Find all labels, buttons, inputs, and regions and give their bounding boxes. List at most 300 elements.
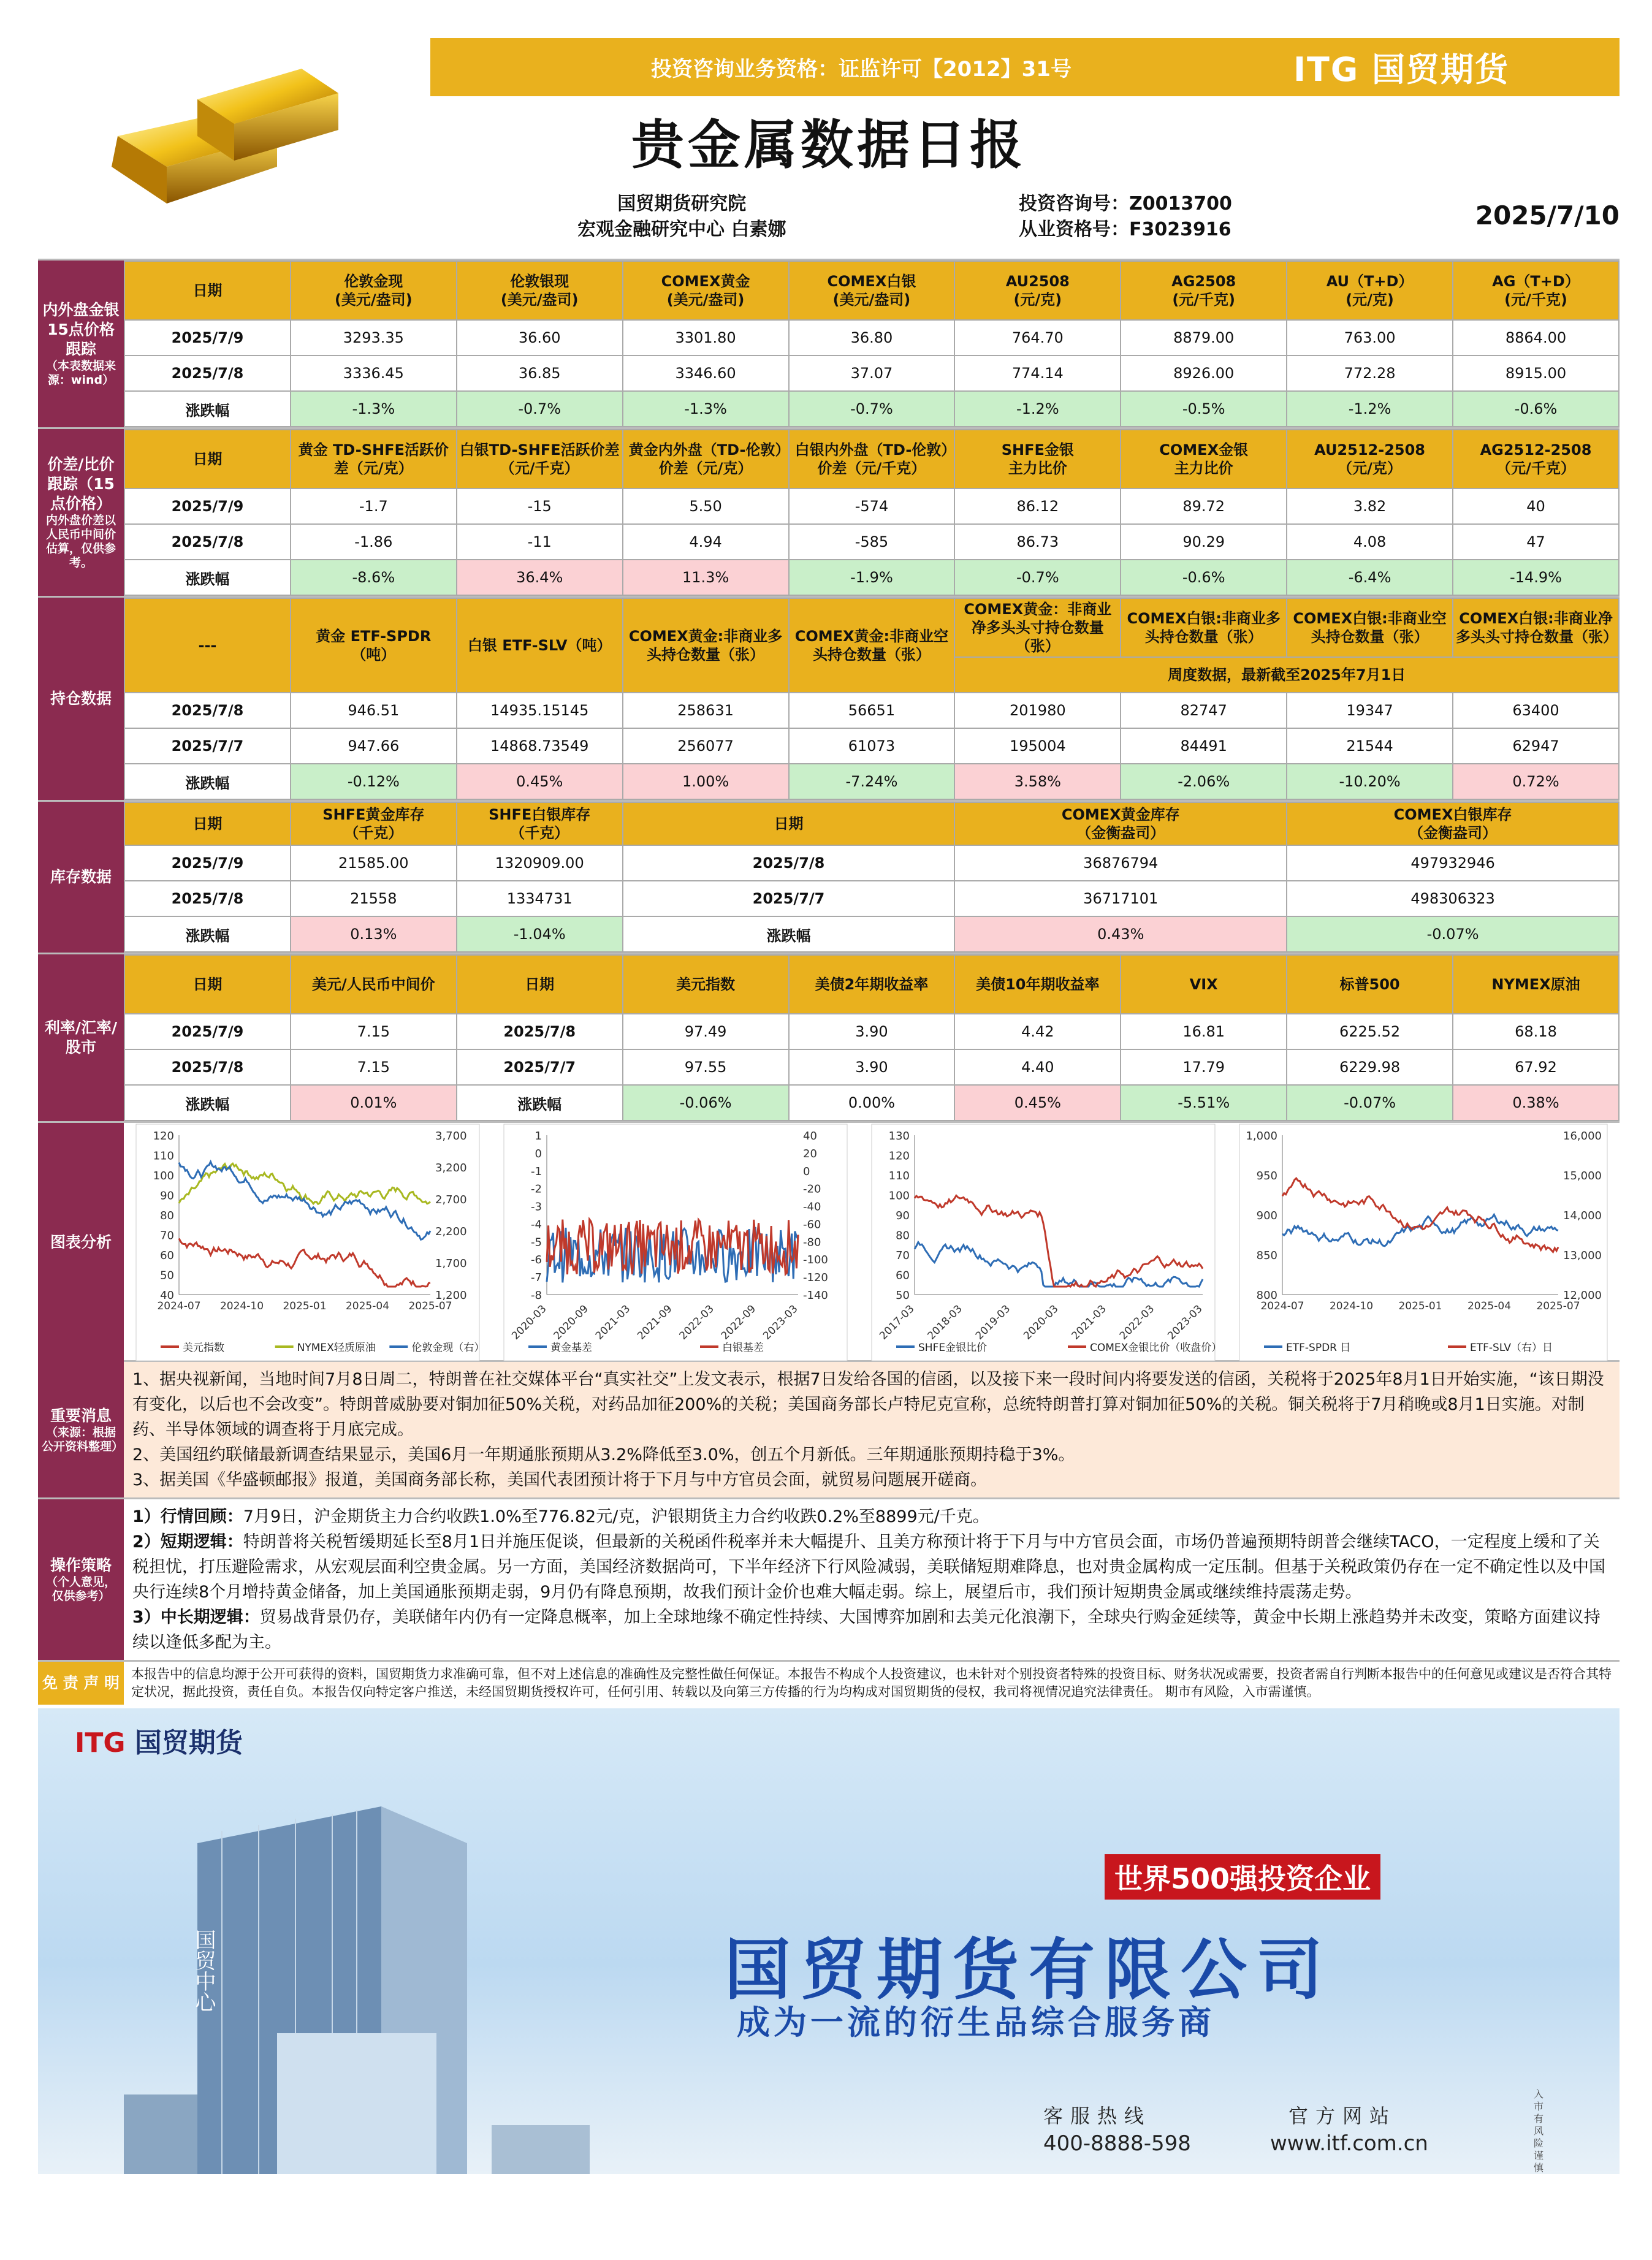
y-tick-label: 80 xyxy=(160,1209,174,1222)
table-cell: 3.82 xyxy=(1287,489,1453,524)
table-cell: 256077 xyxy=(623,728,789,764)
ad-company-name: 国贸期货有限公司 xyxy=(725,1931,1333,2009)
legend-label: SHFE金银比价 xyxy=(918,1342,988,1354)
disclaimer-section xyxy=(38,1660,1620,1705)
table-cell: 2025/7/8 xyxy=(124,1049,291,1085)
news-item: 3、据美国《华盛顿邮报》报道，美国商务部长称，美国代表团预计将于下月与中方官员会面，就贸易问题展开磋商。 xyxy=(132,1471,988,1490)
table-cell: 涨跌幅 xyxy=(124,1085,291,1120)
table-cell: AU（T+D） (元/克) xyxy=(1287,261,1453,320)
y-right-tick-label: -100 xyxy=(803,1254,828,1267)
table-cell: 82747 xyxy=(1121,693,1287,728)
y-right-tick-label: 0 xyxy=(803,1165,810,1178)
legend-label: ETF-SLV（右）日 xyxy=(1470,1342,1553,1354)
table-cell: 36876794 xyxy=(954,845,1287,881)
y-tick-label: 70 xyxy=(896,1249,910,1262)
table-cell: 201980 xyxy=(954,693,1121,728)
section-label xyxy=(38,1662,124,1705)
table-cell: -0.06% xyxy=(623,1085,789,1120)
table-cell: -10.20% xyxy=(1287,764,1453,799)
table-cell: 3301.80 xyxy=(623,320,789,356)
table-cell: 2025/7/9 xyxy=(124,320,291,356)
x-tick-label: 2019-03 xyxy=(973,1303,1013,1342)
table-cell: 97.49 xyxy=(623,1014,789,1049)
y-right-tick-label: 16,000 xyxy=(1563,1130,1602,1143)
y-tick-label: -5 xyxy=(531,1236,542,1249)
table-cell: 772.28 xyxy=(1287,356,1453,391)
ad-slogan: 成为一流的衍生品综合服务商 xyxy=(737,2003,1215,2042)
table-cell: -1.2% xyxy=(954,391,1121,427)
table-cell: 日期 xyxy=(124,430,291,489)
y-tick-label: 90 xyxy=(896,1209,910,1222)
header-row xyxy=(124,261,1619,320)
table-cell: 涨跌幅 xyxy=(457,1085,623,1120)
table-cell: 6225.52 xyxy=(1287,1014,1453,1049)
table-cell: 2025/7/7 xyxy=(623,881,955,916)
section-title: 库存数据 xyxy=(50,868,112,886)
table-cell: SHFE金银 主力比价 xyxy=(954,430,1121,489)
y-right-tick-label: -60 xyxy=(803,1218,821,1231)
table-cell: 11.3% xyxy=(623,560,789,595)
y-right-tick-label: 20 xyxy=(803,1147,817,1160)
x-tick-label: 2025-01 xyxy=(283,1300,327,1312)
x-tick-label: 2023-03 xyxy=(1165,1303,1205,1342)
table-cell: -14.9% xyxy=(1453,560,1619,595)
y-tick-label: -7 xyxy=(531,1271,542,1285)
table-cell: 497932946 xyxy=(1287,845,1619,881)
table-cell: 涨跌幅 xyxy=(124,391,291,427)
table-cell: -0.6% xyxy=(1453,391,1619,427)
analyst-ids xyxy=(1019,191,1232,243)
legend-label: ETF-SPDR 日 xyxy=(1286,1342,1351,1354)
table-cell: AG2508 (元/千克) xyxy=(1121,261,1287,320)
table-cell: 4.42 xyxy=(954,1014,1121,1049)
y-right-tick-label: 3,700 xyxy=(435,1130,467,1143)
ad-logo xyxy=(75,1721,243,1760)
y-tick-label: 70 xyxy=(160,1229,174,1242)
table-cell: 6229.98 xyxy=(1287,1049,1453,1085)
strategy-text: 特朗普将关税暂缓期延长至8月1日并施压促谈，但最新的关税函件税率并未大幅提升、且美方称预计将于下月与中方官员会面，市场仍普遍预期特朗普会继续TACO，一定程度上缓和了关税担忧，打压避险需求，从宏观层面利空贵金属。另一方面，美国经济数据尚可，下半年经济下行风险减弱，美联储短期难降息，也对贵金属构成一定压制。但基于关税政策仍存在一定不确定性以及中国央行连续8个月增持黄金储备，加上美国通胀预期走弱，9月仍有降息预期，故我们预计金价也难大幅走弱。综上，展望后市，我们预计短期贵金属或继续维持震荡走势。 xyxy=(132,1532,1605,1602)
table-cell: 4.08 xyxy=(1287,524,1453,560)
table-cell: 日期 xyxy=(457,955,623,1014)
company-ad xyxy=(38,1708,1620,2174)
y-tick-label: 850 xyxy=(1256,1249,1277,1262)
table-cell: 2025/7/7 xyxy=(124,728,291,764)
x-tick-label: 2021-03 xyxy=(593,1303,633,1342)
x-tick-label: 2025-04 xyxy=(1467,1300,1512,1312)
table-cell: 774.14 xyxy=(954,356,1121,391)
ad-logo-itg: ITG xyxy=(75,1727,126,1759)
ad-tag: 世界500强投资企业 xyxy=(1105,1854,1380,1900)
table-cell: 伦敦银现 (美元/盎司) xyxy=(457,261,623,320)
table-cell: COMEX黄金库存 （金衡盎司） xyxy=(954,802,1287,845)
y-tick-label: 40 xyxy=(160,1289,174,1302)
rates-section xyxy=(38,953,1620,1121)
table-cell: 0.72% xyxy=(1453,764,1619,799)
x-tick-label: 2024-10 xyxy=(1329,1300,1374,1312)
x-tick-label: 2020-09 xyxy=(551,1303,591,1342)
table-cell: 47 xyxy=(1453,524,1619,560)
y-tick-label: 0 xyxy=(535,1147,542,1160)
y-tick-label: 110 xyxy=(888,1170,910,1182)
table-row xyxy=(124,693,1619,728)
table-cell: 0.45% xyxy=(457,764,623,799)
header-row xyxy=(124,955,1619,1014)
table-cell: -1.9% xyxy=(789,560,955,595)
strategy-text: 贸易战背景仍存，美联储年内仍有一定降息概率，加上全球地缘不确定性持续、大国博弈加剧和去美元化浪潮下，全球央行购金延续等，黄金中长期上涨趋势并未改变，策略方面建议持续以逢低多配为主。 xyxy=(132,1608,1601,1652)
table-cell: -0.12% xyxy=(291,764,457,799)
table-cell: -574 xyxy=(789,489,955,524)
x-tick-label: 2022-03 xyxy=(677,1303,717,1342)
table-cell: 68.18 xyxy=(1453,1014,1619,1049)
table-row xyxy=(124,916,1619,952)
table-cell: 63400 xyxy=(1453,693,1619,728)
y-tick-label: 100 xyxy=(153,1170,174,1182)
section-title: 价差/比价跟踪（15点价格） xyxy=(47,455,115,512)
table-cell: -1.3% xyxy=(623,391,789,427)
table-cell: 14868.73549 xyxy=(457,728,623,764)
x-tick-label: 2024-07 xyxy=(157,1300,201,1312)
report-date: 2025/7/10 xyxy=(1475,200,1620,230)
table-cell: COMEX白银:非商业多头持仓数量（张） xyxy=(1121,598,1287,657)
table-cell: 黄金内外盘（TD-伦敦）价差（元/克） xyxy=(623,430,789,489)
table-cell: -11 xyxy=(457,524,623,560)
analyst-name: 宏观金融研究中心 白素娜 xyxy=(577,219,786,240)
table-cell: AG2512-2508 （元/千克） xyxy=(1453,430,1619,489)
table-row xyxy=(124,489,1619,524)
section-note: （个人意见，仅供参考） xyxy=(45,1575,116,1603)
y-tick-label: 60 xyxy=(896,1269,910,1282)
x-tick-label: 2025-01 xyxy=(1398,1300,1442,1312)
table-row xyxy=(124,391,1619,427)
table-cell: 美债2年期收益率 xyxy=(789,955,955,1014)
y-right-tick-label: 2,200 xyxy=(435,1225,467,1238)
table-row xyxy=(124,764,1619,799)
table-cell: 763.00 xyxy=(1287,320,1453,356)
y-right-tick-label: -140 xyxy=(803,1289,828,1302)
table-cell: 36.60 xyxy=(457,320,623,356)
table-cell: 美元指数 xyxy=(623,955,789,1014)
section-label xyxy=(38,1123,124,1362)
y-right-tick-label: 13,000 xyxy=(1563,1249,1602,1262)
section-title: 图表分析 xyxy=(50,1233,112,1251)
license-text: 投资咨询业务资格：证监许可【2012】31号 xyxy=(651,57,1072,82)
table-cell: COMEX白银 (美元/盎司) xyxy=(789,261,955,320)
legend-label: 黄金基差 xyxy=(550,1342,592,1354)
table-cell: 7.15 xyxy=(291,1049,457,1085)
table-cell: 2025/7/8 xyxy=(124,356,291,391)
table-cell: NYMEX原油 xyxy=(1453,955,1619,1014)
table-cell: COMEX黄金:非商业空头持仓数量（张） xyxy=(789,598,955,693)
y-right-tick-label: 3,200 xyxy=(435,1162,467,1174)
table-row xyxy=(124,560,1619,595)
table-cell: 8864.00 xyxy=(1453,320,1619,356)
news-item: 2、美国纽约联储最新调查结果显示，美国6月一年期通胀预期从3.2%降低至3.0%，创五个月新低。三年期通胀预期持稳于3%。 xyxy=(132,1445,1075,1464)
rates-table xyxy=(124,954,1620,1121)
table-cell: 2025/7/7 xyxy=(457,1049,623,1085)
table-cell: 498306323 xyxy=(1287,881,1619,916)
section-label xyxy=(38,1362,124,1497)
table-cell: 周度数据，最新截至2025年7月1日 xyxy=(954,657,1619,693)
table-cell: -0.07% xyxy=(1287,916,1619,952)
table-cell: -0.7% xyxy=(789,391,955,427)
legend-label: 白银基差 xyxy=(722,1342,764,1354)
price-tracking-section xyxy=(38,259,1620,427)
table-cell: 2025/7/8 xyxy=(623,845,955,881)
table-cell: 日期 xyxy=(124,955,291,1014)
table-cell: 3346.60 xyxy=(623,356,789,391)
table-cell: 白银内外盘（TD-伦敦）价差（元/千克） xyxy=(789,430,955,489)
strategy-heading: 2）短期逻辑： xyxy=(132,1532,243,1551)
table-row xyxy=(124,356,1619,391)
y-right-tick-label: 15,000 xyxy=(1563,1170,1602,1182)
table-cell: 84491 xyxy=(1121,728,1287,764)
spread-section xyxy=(38,427,1620,596)
table-cell: VIX xyxy=(1121,955,1287,1014)
table-cell: 0.00% xyxy=(789,1085,955,1120)
section-label xyxy=(38,954,124,1121)
table-cell: 36.80 xyxy=(789,320,955,356)
table-cell: 36.4% xyxy=(457,560,623,595)
section-label xyxy=(38,1499,124,1660)
table-cell: -7.24% xyxy=(789,764,955,799)
table-cell: 56651 xyxy=(789,693,955,728)
y-right-tick-label: -120 xyxy=(803,1271,828,1285)
table-cell: 黄金 ETF-SPDR （吨） xyxy=(291,598,457,693)
y-right-tick-label: 12,000 xyxy=(1563,1289,1602,1302)
table-cell: 2025/7/8 xyxy=(124,881,291,916)
table-cell: 3.90 xyxy=(789,1049,955,1085)
table-cell: -1.3% xyxy=(291,391,457,427)
table-cell: 21585.00 xyxy=(291,845,457,881)
table-cell: 17.79 xyxy=(1121,1049,1287,1085)
table-cell: 3293.35 xyxy=(291,320,457,356)
table-cell: 美债10年期收益率 xyxy=(954,955,1121,1014)
section-note: （来源：根据公开资料整理） xyxy=(42,1425,124,1453)
table-cell: 3.58% xyxy=(954,764,1121,799)
y-tick-label: 800 xyxy=(1256,1289,1277,1302)
y-tick-label: 950 xyxy=(1256,1170,1277,1182)
table-cell: 黄金 TD-SHFE活跃价差（元/克） xyxy=(291,430,457,489)
x-tick-label: 2022-03 xyxy=(1117,1303,1157,1342)
x-tick-label: 2024-07 xyxy=(1260,1300,1304,1312)
table-cell: 2025/7/8 xyxy=(124,693,291,728)
y-tick-label: -6 xyxy=(531,1254,542,1267)
chart-frame xyxy=(1239,1124,1607,1361)
table-row xyxy=(124,1014,1619,1049)
y-right-tick-label: -40 xyxy=(803,1200,821,1214)
table-cell: 1334731 xyxy=(457,881,623,916)
legend-label: 伦敦金现（右） xyxy=(411,1342,485,1354)
table-cell: -15 xyxy=(457,489,623,524)
strategy-item xyxy=(132,1529,1611,1605)
table-cell: 涨跌幅 xyxy=(623,916,955,952)
table-cell: 日期 xyxy=(623,802,955,845)
x-tick-label: 2021-03 xyxy=(1069,1303,1109,1342)
table-cell: 伦敦金现 (美元/盎司) xyxy=(291,261,457,320)
strategy-item xyxy=(132,1504,1611,1529)
table-row xyxy=(124,881,1619,916)
x-tick-label: 2020-03 xyxy=(1021,1303,1061,1342)
table-cell: 37.07 xyxy=(789,356,955,391)
table-cell: COMEX黄金:非商业多头持仓数量（张） xyxy=(623,598,789,693)
x-tick-label: 2025-07 xyxy=(408,1300,452,1312)
table-cell: 1.00% xyxy=(623,764,789,799)
table-row xyxy=(124,1085,1619,1120)
table-cell: 40 xyxy=(1453,489,1619,524)
section-label xyxy=(38,261,124,427)
table-cell: 21544 xyxy=(1287,728,1453,764)
header-row xyxy=(124,802,1619,845)
y-tick-label: 80 xyxy=(896,1229,910,1242)
news-section xyxy=(38,1360,1620,1497)
table-cell: 947.66 xyxy=(291,728,457,764)
table-cell: 8879.00 xyxy=(1121,320,1287,356)
header-row xyxy=(124,598,1619,657)
table-cell: 4.40 xyxy=(954,1049,1121,1085)
consult-id: 投资咨询号：Z0013700 xyxy=(1019,193,1232,215)
table-cell: 97.55 xyxy=(623,1049,789,1085)
x-tick-label: 2023-03 xyxy=(761,1303,801,1342)
position-table xyxy=(124,598,1620,800)
table-cell: 86.73 xyxy=(954,524,1121,560)
news-item: 1、据央视新闻，当地时间7月8日周二，特朗普在社交媒体平台“真实社交”上发文表示，根据7日发给各国的信函，以及接下来一段时间内将要发送的信函，关税将于2025年8月1日开始实施，“该日期没有变化，以后也不会改变”。特朗普威胁要对铜加征50%关税，对药品加征200%的关税；美国商务部长卢特尼克宣称，总统特朗普打算对铜加征50%的关税。铜关税将于7月稍晚或8月1日实施。对制药、半导体领域的调查将于月底完成。 xyxy=(132,1370,1604,1439)
table-cell: 5.50 xyxy=(623,489,789,524)
table-cell: 2025/7/9 xyxy=(124,1014,291,1049)
table-cell: 67.92 xyxy=(1453,1049,1619,1085)
y-tick-label: 60 xyxy=(160,1249,174,1262)
x-tick-label: 2018-03 xyxy=(925,1303,965,1342)
header-row xyxy=(124,430,1619,489)
y-right-tick-label: 1,700 xyxy=(435,1257,467,1270)
table-cell: COMEX黄金 (美元/盎司) xyxy=(623,261,789,320)
table-row xyxy=(124,524,1619,560)
position-section xyxy=(38,596,1620,800)
table-cell: -0.5% xyxy=(1121,391,1287,427)
table-cell: 2025/7/8 xyxy=(124,524,291,560)
y-tick-label: 900 xyxy=(1256,1209,1277,1222)
table-cell: -2.06% xyxy=(1121,764,1287,799)
y-tick-label: 1 xyxy=(535,1130,542,1143)
table-cell: -1.86 xyxy=(291,524,457,560)
section-note: 内外盘价差以人民币中间价估算，仅供参考。 xyxy=(45,514,116,569)
strategy-text: 7月9日，沪金期货主力合约收跌1.0%至776.82元/克，沪银期货主力合约收跌0.2%至8899元/千克。 xyxy=(243,1507,989,1526)
table-cell: COMEX白银:非商业空头持仓数量（张） xyxy=(1287,598,1453,657)
table-cell: 涨跌幅 xyxy=(124,916,291,952)
table-cell: 62947 xyxy=(1453,728,1619,764)
section-note: （本表数据来源：wind） xyxy=(45,359,116,387)
strategy-body xyxy=(124,1499,1620,1660)
table-cell: -0.6% xyxy=(1121,560,1287,595)
table-cell: 8915.00 xyxy=(1453,356,1619,391)
y-right-tick-label: 14,000 xyxy=(1563,1209,1602,1222)
table-cell: -585 xyxy=(789,524,955,560)
table-cell: 90.29 xyxy=(1121,524,1287,560)
section-label xyxy=(38,598,124,800)
table-cell: 3.90 xyxy=(789,1014,955,1049)
y-tick-label: 50 xyxy=(896,1289,910,1302)
table-cell: 0.45% xyxy=(954,1085,1121,1120)
y-tick-label: -8 xyxy=(531,1289,542,1302)
x-tick-label: 2025-04 xyxy=(345,1300,390,1312)
x-tick-label: 2025-07 xyxy=(1536,1300,1580,1312)
report-header xyxy=(38,38,1620,259)
report-title: 贵金属数据日报 xyxy=(631,114,1026,176)
table-cell: -8.6% xyxy=(291,560,457,595)
news-body xyxy=(124,1362,1620,1497)
table-cell: 0.38% xyxy=(1453,1085,1619,1120)
table-cell: SHFE白银库存 （千克） xyxy=(457,802,623,845)
table-cell: 4.94 xyxy=(623,524,789,560)
y-right-tick-label: -80 xyxy=(803,1236,821,1249)
y-tick-label: 50 xyxy=(160,1269,174,1282)
table-cell: 7.15 xyxy=(291,1014,457,1049)
chart-area xyxy=(124,1123,1620,1360)
table-cell: SHFE黄金库存 （千克） xyxy=(291,802,457,845)
website-label: 官方网站 xyxy=(1288,2104,1397,2128)
x-tick-label: 2017-03 xyxy=(877,1303,917,1342)
ad-logo-cn: 国贸期货 xyxy=(134,1727,243,1759)
table-cell: 2025/7/9 xyxy=(124,845,291,881)
table-cell: -0.07% xyxy=(1287,1085,1453,1120)
section-title: 免 责 声 明 xyxy=(42,1674,120,1692)
table-cell: 36.85 xyxy=(457,356,623,391)
charts-section xyxy=(38,1121,1620,1360)
strategy-item xyxy=(132,1605,1611,1655)
chart-canvas xyxy=(124,1123,1620,1362)
y-tick-label: 130 xyxy=(888,1130,910,1143)
table-cell: 764.70 xyxy=(954,320,1121,356)
strategy-section xyxy=(38,1497,1620,1660)
institution-name: 国贸期货研究院 xyxy=(617,193,747,215)
table-cell: 258631 xyxy=(623,693,789,728)
table-cell: AG（T+D） (元/千克) xyxy=(1453,261,1619,320)
table-cell: 日期 xyxy=(124,261,291,320)
table-cell: 195004 xyxy=(954,728,1121,764)
ad-risk-note: 入市有风险谨慎 xyxy=(1534,2088,1544,2174)
y-tick-label: -4 xyxy=(531,1218,542,1231)
table-cell: AU2508 (元/克) xyxy=(954,261,1121,320)
table-cell: 21558 xyxy=(291,881,457,916)
brand-logo: ITG 国贸期货 xyxy=(1293,50,1509,89)
institution xyxy=(577,191,786,243)
table-cell: -1.2% xyxy=(1287,391,1453,427)
table-row xyxy=(124,320,1619,356)
table-cell: COMEX白银库存 （金衡盎司） xyxy=(1287,802,1619,845)
table-cell: 美元/人民币中间价 xyxy=(291,955,457,1014)
building-image xyxy=(124,1806,590,2174)
legend-label: NYMEX轻质原油 xyxy=(297,1342,376,1354)
table-cell: 89.72 xyxy=(1121,489,1287,524)
y-right-tick-label: 40 xyxy=(803,1130,817,1143)
table-cell: 14935.15145 xyxy=(457,693,623,728)
table-cell: 白银 ETF-SLV（吨） xyxy=(457,598,623,693)
table-cell: 标普500 xyxy=(1287,955,1453,1014)
table-cell: COMEX金银 主力比价 xyxy=(1121,430,1287,489)
table-cell: 2025/7/9 xyxy=(124,489,291,524)
y-right-tick-label: 2,700 xyxy=(435,1193,467,1206)
table-cell: -1.04% xyxy=(457,916,623,952)
table-cell: 3336.45 xyxy=(291,356,457,391)
report-page xyxy=(38,38,1620,2174)
table-cell: -0.7% xyxy=(954,560,1121,595)
chart-frame xyxy=(136,1124,479,1361)
price-table xyxy=(124,261,1620,427)
y-tick-label: 100 xyxy=(888,1189,910,1203)
y-tick-label: -3 xyxy=(531,1200,542,1214)
practice-id: 从业资格号：F3023916 xyxy=(1019,219,1231,240)
table-cell: 白银TD-SHFE活跃价差（元/千克） xyxy=(457,430,623,489)
section-title: 重要消息 xyxy=(50,1406,112,1425)
